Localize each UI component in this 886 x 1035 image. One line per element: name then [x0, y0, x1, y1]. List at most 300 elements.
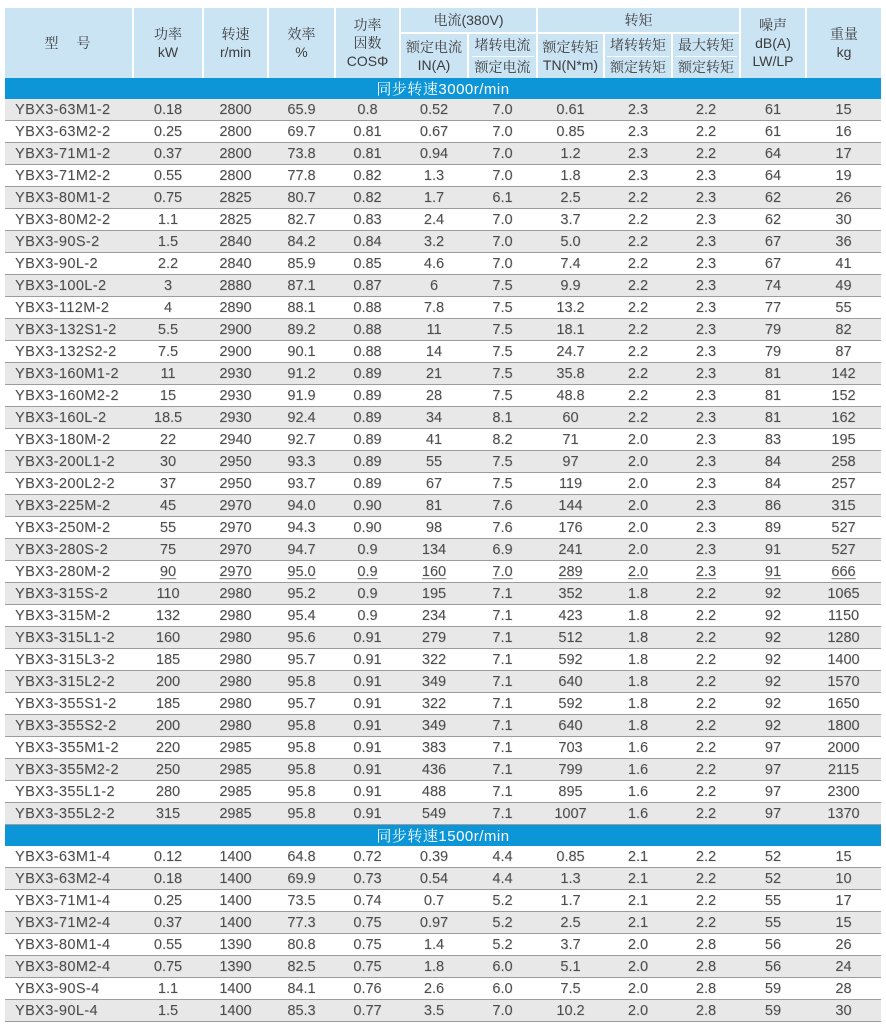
- cell-locked-torque-ratio: 1.6: [604, 737, 672, 759]
- col-header-rated-current: 额定电流 IN(A): [400, 33, 468, 78]
- col-header-model-label: 型 号: [44, 34, 93, 51]
- cell-speed-rpm: 2800: [203, 99, 268, 121]
- cell-speed-rpm: 2890: [203, 297, 268, 319]
- cell-weight-kg: 55: [806, 297, 881, 319]
- group-header-torque: 转矩: [537, 8, 740, 33]
- cell-speed-rpm: 2980: [203, 649, 268, 671]
- cell-noise: 59: [740, 1000, 806, 1022]
- cell-power-factor: 0.89: [335, 363, 400, 385]
- cell-rated-torque: 5.1: [537, 956, 604, 978]
- cell-model: YBX3-315L1-2: [5, 627, 133, 649]
- cell-speed-rpm: 2950: [203, 451, 268, 473]
- cell-rated-current: 0.67: [400, 121, 468, 143]
- cell-power-kw: 0.12: [133, 846, 203, 868]
- col-header-rated-torque: 额定转矩 TN(N*m): [537, 33, 604, 78]
- cell-rated-current: 21: [400, 363, 468, 385]
- cell-weight-kg: 527: [806, 517, 881, 539]
- cell-model: YBX3-63M1-2: [5, 99, 133, 121]
- cell-weight-kg: 17: [806, 143, 881, 165]
- cell-weight-kg: 2300: [806, 781, 881, 803]
- group-header-current: 电流(380V): [400, 8, 537, 33]
- cell-max-torque-ratio: 2.3: [672, 495, 740, 517]
- cell-max-torque-ratio: 2.2: [672, 99, 740, 121]
- cell-noise: 83: [740, 429, 806, 451]
- cell-rated-current: 28: [400, 385, 468, 407]
- cell-power-factor: 0.89: [335, 429, 400, 451]
- cell-power-kw: 4: [133, 297, 203, 319]
- table-row: [5, 671, 881, 693]
- cell-model: YBX3-90S-4: [5, 978, 133, 1000]
- cell-efficiency-pct: 95.6: [268, 627, 335, 649]
- cell-locked-torque-ratio: 2.0: [604, 517, 672, 539]
- cell-locked-current-ratio: 7.1: [468, 759, 537, 781]
- table-row: [5, 561, 881, 583]
- cell-locked-current-ratio: 6.9: [468, 539, 537, 561]
- cell-efficiency-pct: 87.1: [268, 275, 335, 297]
- motor-spec-table: [5, 8, 881, 1022]
- cell-max-torque-ratio: 2.2: [672, 759, 740, 781]
- cell-model: YBX3-90S-2: [5, 231, 133, 253]
- cell-model: YBX3-280M-2: [5, 561, 133, 583]
- cell-locked-torque-ratio: 2.3: [604, 143, 672, 165]
- cell-power-factor: 0.90: [335, 517, 400, 539]
- cell-power-kw: 18.5: [133, 407, 203, 429]
- cell-noise: 92: [740, 605, 806, 627]
- cell-rated-torque: 7.4: [537, 253, 604, 275]
- cell-locked-current-ratio: 4.4: [468, 846, 537, 868]
- cell-max-torque-ratio: 2.2: [672, 890, 740, 912]
- cell-noise: 97: [740, 803, 806, 825]
- cell-rated-current: 41: [400, 429, 468, 451]
- cell-locked-torque-ratio: 2.1: [604, 890, 672, 912]
- col-header-speed: 转速 r/min: [203, 8, 268, 78]
- cell-locked-current-ratio: 7.5: [468, 297, 537, 319]
- cell-locked-torque-ratio: 2.3: [604, 165, 672, 187]
- cell-speed-rpm: 2980: [203, 693, 268, 715]
- cell-efficiency-pct: 73.8: [268, 143, 335, 165]
- cell-rated-torque: 97: [537, 451, 604, 473]
- table-row: [5, 759, 881, 781]
- cell-power-factor: 0.91: [335, 627, 400, 649]
- cell-model: YBX3-280S-2: [5, 539, 133, 561]
- cell-power-factor: 0.73: [335, 868, 400, 890]
- col-header-weight: 重量 kg: [806, 8, 881, 78]
- cell-rated-torque: 13.2: [537, 297, 604, 319]
- cell-locked-current-ratio: 7.1: [468, 649, 537, 671]
- cell-noise: 81: [740, 385, 806, 407]
- cell-max-torque-ratio: 2.3: [672, 253, 740, 275]
- cell-weight-kg: 162: [806, 407, 881, 429]
- cell-power-kw: 75: [133, 539, 203, 561]
- cell-noise: 79: [740, 341, 806, 363]
- cell-power-factor: 0.83: [335, 209, 400, 231]
- cell-weight-kg: 1400: [806, 649, 881, 671]
- cell-power-kw: 37: [133, 473, 203, 495]
- table-row: [5, 803, 881, 825]
- cell-rated-current: 1.4: [400, 934, 468, 956]
- cell-weight-kg: 1065: [806, 583, 881, 605]
- cell-weight-kg: 1650: [806, 693, 881, 715]
- cell-rated-torque: 48.8: [537, 385, 604, 407]
- table-row: [5, 934, 881, 956]
- table-row: [5, 956, 881, 978]
- cell-locked-torque-ratio: 2.2: [604, 407, 672, 429]
- cell-rated-current: 81: [400, 495, 468, 517]
- cell-efficiency-pct: 82.5: [268, 956, 335, 978]
- cell-rated-torque: 7.5: [537, 978, 604, 1000]
- cell-locked-torque-ratio: 2.1: [604, 912, 672, 934]
- cell-power-factor: 0.89: [335, 385, 400, 407]
- cell-efficiency-pct: 80.7: [268, 187, 335, 209]
- cell-locked-torque-ratio: 2.1: [604, 868, 672, 890]
- cell-power-factor: 0.91: [335, 671, 400, 693]
- cell-efficiency-pct: 65.9: [268, 99, 335, 121]
- cell-max-torque-ratio: 2.2: [672, 715, 740, 737]
- cell-noise: 92: [740, 649, 806, 671]
- cell-noise: 61: [740, 99, 806, 121]
- cell-weight-kg: 142: [806, 363, 881, 385]
- cell-efficiency-pct: 95.8: [268, 759, 335, 781]
- cell-max-torque-ratio: 2.2: [672, 693, 740, 715]
- table-row: [5, 846, 881, 868]
- cell-power-factor: 0.72: [335, 846, 400, 868]
- cell-rated-torque: 10.2: [537, 1000, 604, 1022]
- cell-speed-rpm: 2800: [203, 165, 268, 187]
- cell-rated-torque: 1.7: [537, 890, 604, 912]
- cell-noise: 81: [740, 407, 806, 429]
- cell-power-factor: 0.9: [335, 605, 400, 627]
- cell-weight-kg: 258: [806, 451, 881, 473]
- cell-rated-current: 349: [400, 671, 468, 693]
- cell-rated-current: 67: [400, 473, 468, 495]
- cell-rated-torque: 3.7: [537, 209, 604, 231]
- cell-rated-torque: 1.8: [537, 165, 604, 187]
- cell-speed-rpm: 2930: [203, 385, 268, 407]
- cell-model: YBX3-315M-2: [5, 605, 133, 627]
- cell-power-kw: 45: [133, 495, 203, 517]
- cell-noise: 81: [740, 363, 806, 385]
- cell-speed-rpm: 2825: [203, 209, 268, 231]
- cell-max-torque-ratio: 2.2: [672, 737, 740, 759]
- cell-power-kw: 200: [133, 671, 203, 693]
- cell-locked-torque-ratio: 1.8: [604, 583, 672, 605]
- table-row: [5, 209, 881, 231]
- cell-weight-kg: 2000: [806, 737, 881, 759]
- cell-power-factor: 0.9: [335, 539, 400, 561]
- cell-max-torque-ratio: 2.3: [672, 341, 740, 363]
- cell-model: YBX3-355M1-2: [5, 737, 133, 759]
- cell-weight-kg: 49: [806, 275, 881, 297]
- cell-noise: 67: [740, 253, 806, 275]
- cell-max-torque-ratio: 2.3: [672, 385, 740, 407]
- cell-speed-rpm: 1400: [203, 912, 268, 934]
- cell-model: YBX3-355S1-2: [5, 693, 133, 715]
- cell-max-torque-ratio: 2.8: [672, 1000, 740, 1022]
- cell-speed-rpm: 2950: [203, 473, 268, 495]
- cell-speed-rpm: 2985: [203, 781, 268, 803]
- cell-efficiency-pct: 89.2: [268, 319, 335, 341]
- cell-locked-current-ratio: 7.1: [468, 803, 537, 825]
- cell-rated-torque: 640: [537, 671, 604, 693]
- table-row: [5, 165, 881, 187]
- cell-max-torque-ratio: 2.2: [672, 781, 740, 803]
- cell-rated-current: 3.5: [400, 1000, 468, 1022]
- cell-locked-torque-ratio: 2.0: [604, 561, 672, 583]
- cell-rated-torque: 423: [537, 605, 604, 627]
- cell-weight-kg: 666: [806, 561, 881, 583]
- table-row: [5, 121, 881, 143]
- cell-max-torque-ratio: 2.3: [672, 539, 740, 561]
- cell-rated-torque: 703: [537, 737, 604, 759]
- table-header: [5, 8, 881, 78]
- cell-speed-rpm: 2900: [203, 341, 268, 363]
- cell-rated-current: 436: [400, 759, 468, 781]
- cell-power-kw: 0.55: [133, 165, 203, 187]
- cell-power-factor: 0.82: [335, 187, 400, 209]
- cell-noise: 64: [740, 143, 806, 165]
- cell-locked-current-ratio: 7.0: [468, 143, 537, 165]
- cell-locked-current-ratio: 7.0: [468, 209, 537, 231]
- cell-model: YBX3-80M1-2: [5, 187, 133, 209]
- cell-rated-torque: 18.1: [537, 319, 604, 341]
- table-row: [5, 912, 881, 934]
- cell-model: YBX3-355M2-2: [5, 759, 133, 781]
- cell-max-torque-ratio: 2.3: [672, 275, 740, 297]
- cell-weight-kg: 2115: [806, 759, 881, 781]
- cell-noise: 92: [740, 671, 806, 693]
- col-header-locked-current-ratio: 堵转电流 额定电流: [468, 33, 537, 78]
- cell-efficiency-pct: 90.1: [268, 341, 335, 363]
- cell-max-torque-ratio: 2.3: [672, 451, 740, 473]
- cell-speed-rpm: 2940: [203, 429, 268, 451]
- table-row: [5, 627, 881, 649]
- cell-weight-kg: 26: [806, 187, 881, 209]
- cell-noise: 86: [740, 495, 806, 517]
- cell-efficiency-pct: 73.5: [268, 890, 335, 912]
- cell-weight-kg: 28: [806, 978, 881, 1000]
- cell-locked-torque-ratio: 2.0: [604, 539, 672, 561]
- cell-rated-torque: 24.7: [537, 341, 604, 363]
- cell-rated-torque: 640: [537, 715, 604, 737]
- cell-weight-kg: 1370: [806, 803, 881, 825]
- section-band: [5, 78, 881, 99]
- cell-power-factor: 0.85: [335, 253, 400, 275]
- cell-max-torque-ratio: 2.3: [672, 187, 740, 209]
- cell-power-factor: 0.91: [335, 781, 400, 803]
- cell-weight-kg: 1150: [806, 605, 881, 627]
- cell-speed-rpm: 2880: [203, 275, 268, 297]
- cell-rated-torque: 1007: [537, 803, 604, 825]
- cell-model: YBX3-132S2-2: [5, 341, 133, 363]
- cell-noise: 62: [740, 187, 806, 209]
- cell-rated-torque: 176: [537, 517, 604, 539]
- table-row: [5, 890, 881, 912]
- cell-rated-torque: 0.61: [537, 99, 604, 121]
- cell-rated-torque: 1.3: [537, 868, 604, 890]
- cell-power-factor: 0.91: [335, 803, 400, 825]
- cell-power-kw: 0.25: [133, 121, 203, 143]
- cell-rated-torque: 0.85: [537, 121, 604, 143]
- cell-weight-kg: 1570: [806, 671, 881, 693]
- cell-weight-kg: 1280: [806, 627, 881, 649]
- cell-max-torque-ratio: 2.8: [672, 956, 740, 978]
- cell-rated-torque: 799: [537, 759, 604, 781]
- cell-model: YBX3-63M2-4: [5, 868, 133, 890]
- cell-locked-torque-ratio: 1.8: [604, 693, 672, 715]
- cell-speed-rpm: 2970: [203, 517, 268, 539]
- col-header-model: [5, 8, 133, 78]
- cell-power-kw: 30: [133, 451, 203, 473]
- cell-speed-rpm: 1400: [203, 1000, 268, 1022]
- cell-max-torque-ratio: 2.2: [672, 912, 740, 934]
- cell-power-factor: 0.88: [335, 297, 400, 319]
- cell-rated-torque: 2.5: [537, 187, 604, 209]
- cell-locked-current-ratio: 7.0: [468, 99, 537, 121]
- cell-noise: 74: [740, 275, 806, 297]
- cell-locked-current-ratio: 7.0: [468, 1000, 537, 1022]
- cell-rated-current: 14: [400, 341, 468, 363]
- cell-locked-torque-ratio: 2.2: [604, 209, 672, 231]
- table-row: [5, 275, 881, 297]
- cell-weight-kg: 315: [806, 495, 881, 517]
- cell-power-kw: 22: [133, 429, 203, 451]
- cell-noise: 92: [740, 583, 806, 605]
- cell-speed-rpm: 2970: [203, 539, 268, 561]
- cell-noise: 97: [740, 759, 806, 781]
- cell-power-factor: 0.87: [335, 275, 400, 297]
- cell-model: YBX3-63M1-4: [5, 846, 133, 868]
- cell-power-factor: 0.91: [335, 715, 400, 737]
- cell-weight-kg: 30: [806, 209, 881, 231]
- cell-power-factor: 0.77: [335, 1000, 400, 1022]
- cell-model: YBX3-80M2-4: [5, 956, 133, 978]
- cell-rated-current: 1.3: [400, 165, 468, 187]
- cell-model: YBX3-160L-2: [5, 407, 133, 429]
- cell-locked-torque-ratio: 2.0: [604, 495, 672, 517]
- cell-speed-rpm: 1400: [203, 868, 268, 890]
- cell-max-torque-ratio: 2.2: [672, 671, 740, 693]
- cell-locked-current-ratio: 7.6: [468, 517, 537, 539]
- cell-efficiency-pct: 85.9: [268, 253, 335, 275]
- cell-speed-rpm: 2930: [203, 363, 268, 385]
- cell-rated-torque: 3.7: [537, 934, 604, 956]
- cell-rated-torque: 9.9: [537, 275, 604, 297]
- cell-efficiency-pct: 94.3: [268, 517, 335, 539]
- cell-model: YBX3-315L3-2: [5, 649, 133, 671]
- cell-rated-torque: 35.8: [537, 363, 604, 385]
- cell-rated-current: 349: [400, 715, 468, 737]
- cell-max-torque-ratio: 2.3: [672, 407, 740, 429]
- cell-noise: 97: [740, 781, 806, 803]
- cell-model: YBX3-200L2-2: [5, 473, 133, 495]
- cell-rated-current: 0.54: [400, 868, 468, 890]
- table-row: [5, 495, 881, 517]
- cell-power-kw: 315: [133, 803, 203, 825]
- cell-max-torque-ratio: 2.8: [672, 978, 740, 1000]
- cell-power-kw: 5.5: [133, 319, 203, 341]
- table-row: [5, 693, 881, 715]
- cell-max-torque-ratio: 2.2: [672, 803, 740, 825]
- cell-rated-torque: 71: [537, 429, 604, 451]
- cell-efficiency-pct: 84.2: [268, 231, 335, 253]
- cell-max-torque-ratio: 2.8: [672, 934, 740, 956]
- cell-power-kw: 3: [133, 275, 203, 297]
- cell-noise: 79: [740, 319, 806, 341]
- cell-rated-current: 322: [400, 649, 468, 671]
- cell-rated-torque: 352: [537, 583, 604, 605]
- cell-model: YBX3-71M2-2: [5, 165, 133, 187]
- cell-weight-kg: 152: [806, 385, 881, 407]
- cell-power-factor: 0.91: [335, 737, 400, 759]
- cell-model: YBX3-180M-2: [5, 429, 133, 451]
- cell-weight-kg: 1800: [806, 715, 881, 737]
- cell-rated-current: 1.7: [400, 187, 468, 209]
- table-row: [5, 319, 881, 341]
- cell-power-kw: 1.1: [133, 978, 203, 1000]
- cell-max-torque-ratio: 2.2: [672, 121, 740, 143]
- cell-locked-torque-ratio: 2.0: [604, 1000, 672, 1022]
- cell-power-factor: 0.90: [335, 495, 400, 517]
- cell-power-factor: 0.91: [335, 693, 400, 715]
- cell-rated-torque: 119: [537, 473, 604, 495]
- cell-power-factor: 0.89: [335, 407, 400, 429]
- cell-efficiency-pct: 95.8: [268, 671, 335, 693]
- cell-power-factor: 0.9: [335, 561, 400, 583]
- cell-power-kw: 0.18: [133, 99, 203, 121]
- cell-noise: 92: [740, 693, 806, 715]
- cell-locked-current-ratio: 5.2: [468, 934, 537, 956]
- cell-model: YBX3-80M1-4: [5, 934, 133, 956]
- cell-rated-torque: 5.0: [537, 231, 604, 253]
- cell-efficiency-pct: 82.7: [268, 209, 335, 231]
- cell-locked-torque-ratio: 1.8: [604, 715, 672, 737]
- cell-rated-current: 195: [400, 583, 468, 605]
- cell-rated-current: 2.4: [400, 209, 468, 231]
- cell-rated-current: 488: [400, 781, 468, 803]
- cell-locked-current-ratio: 7.5: [468, 341, 537, 363]
- cell-power-kw: 0.25: [133, 890, 203, 912]
- cell-locked-current-ratio: 7.0: [468, 231, 537, 253]
- cell-weight-kg: 527: [806, 539, 881, 561]
- table-body: [5, 78, 881, 1022]
- cell-locked-torque-ratio: 2.0: [604, 978, 672, 1000]
- cell-max-torque-ratio: 2.3: [672, 561, 740, 583]
- cell-model: YBX3-315L2-2: [5, 671, 133, 693]
- cell-rated-torque: 2.5: [537, 912, 604, 934]
- cell-efficiency-pct: 94.0: [268, 495, 335, 517]
- cell-locked-torque-ratio: 2.0: [604, 473, 672, 495]
- cell-max-torque-ratio: 2.2: [672, 846, 740, 868]
- cell-efficiency-pct: 85.3: [268, 1000, 335, 1022]
- cell-power-factor: 0.9: [335, 583, 400, 605]
- cell-model: YBX3-71M2-4: [5, 912, 133, 934]
- cell-efficiency-pct: 92.7: [268, 429, 335, 451]
- cell-power-kw: 132: [133, 605, 203, 627]
- cell-locked-current-ratio: 7.0: [468, 253, 537, 275]
- cell-efficiency-pct: 80.8: [268, 934, 335, 956]
- cell-rated-current: 279: [400, 627, 468, 649]
- cell-model: YBX3-250M-2: [5, 517, 133, 539]
- cell-max-torque-ratio: 2.3: [672, 473, 740, 495]
- cell-speed-rpm: 2900: [203, 319, 268, 341]
- cell-noise: 62: [740, 209, 806, 231]
- cell-locked-current-ratio: 7.5: [468, 473, 537, 495]
- cell-efficiency-pct: 95.8: [268, 781, 335, 803]
- cell-weight-kg: 195: [806, 429, 881, 451]
- cell-noise: 55: [740, 890, 806, 912]
- cell-max-torque-ratio: 2.3: [672, 319, 740, 341]
- cell-efficiency-pct: 95.0: [268, 561, 335, 583]
